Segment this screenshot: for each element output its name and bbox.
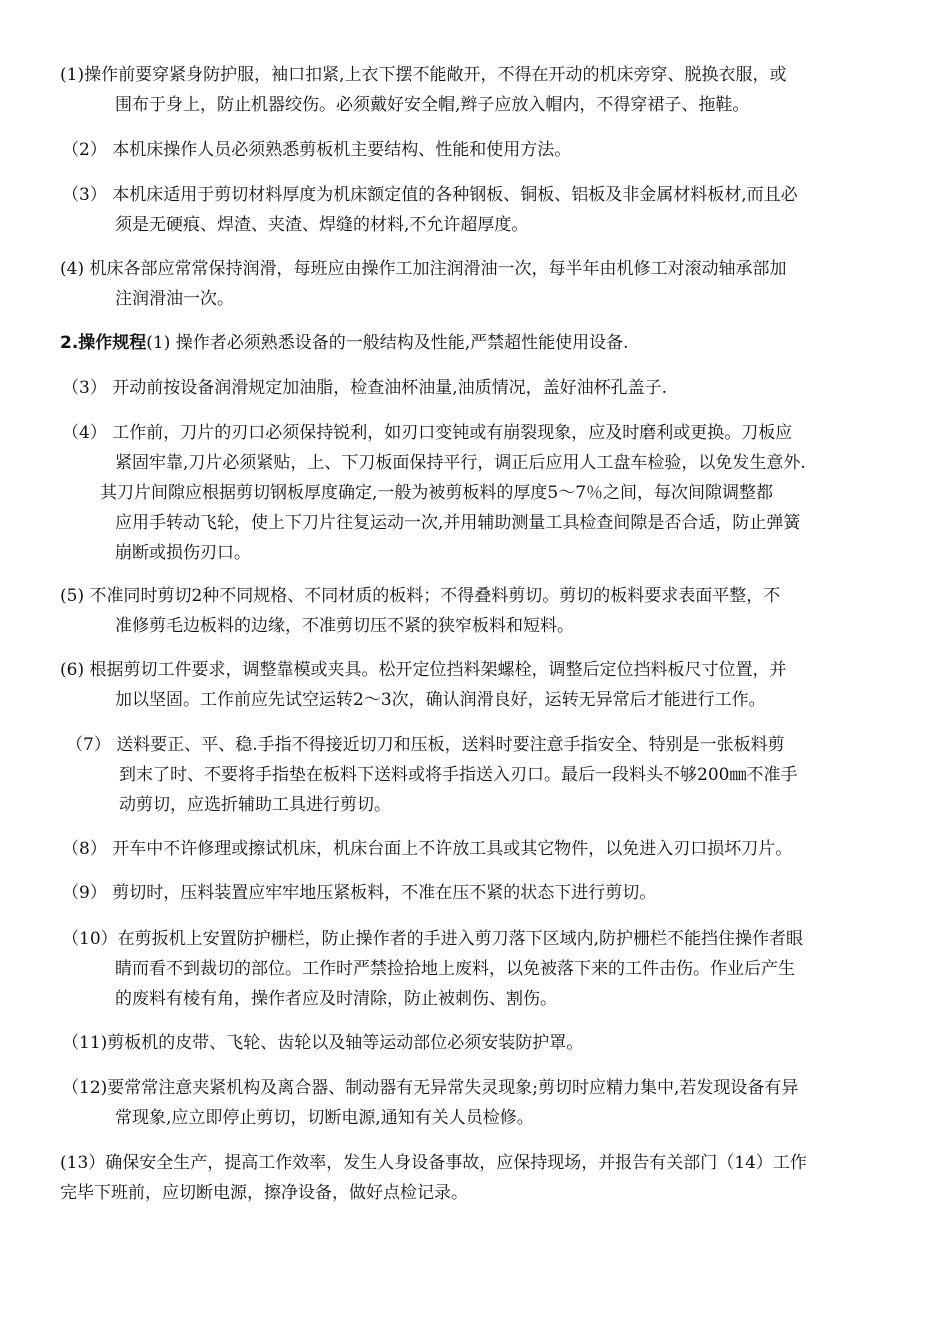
paragraph-1 bbox=[60, 60, 786, 120]
paragraph-3 bbox=[62, 180, 798, 240]
paragraph-14 bbox=[62, 1028, 583, 1058]
paragraph-line: 完毕下班前，应切断电源，擦净设备，做好点检记录。 bbox=[60, 1183, 468, 1203]
paragraph-line: (1)操作前要穿紧身防护服，袖口扣紧,上衣下摆不能敞开，不得在开动的机床旁穿、脱换衣服，或 bbox=[60, 65, 787, 85]
paragraph-2 bbox=[62, 135, 571, 165]
paragraph-line: （4） 工作前，刀片的刃口必须保持锐利，如刃口变钝或有崩裂现象，应及时磨利或更换。刀板应 bbox=[62, 423, 793, 443]
paragraph-line: 须是无硬痕、焊渣、夹渣、焊缝的材料,不允许超厚度。 bbox=[115, 215, 529, 235]
section-heading: 2.操作规程 bbox=[60, 333, 147, 353]
paragraph-line: (13）确保安全生产，提高工作效率，发生人身设备事故，应保持现场，并报告有关部门（14）工作 bbox=[60, 1153, 807, 1173]
paragraph-line: （8） 开车中不许修理或擦试机床，机床台面上不许放工具或其它物件，以免进入刃口损坏刀片。 bbox=[62, 839, 793, 859]
paragraph-11 bbox=[62, 834, 792, 864]
paragraph-8 bbox=[60, 581, 780, 641]
paragraph-line: （10）在剪扳机上安置防护栅栏，防止操作者的手进入剪刀落下区域内,防护栅栏不能挡住操作者眼 bbox=[62, 929, 804, 949]
paragraph-line: 到末了时、不要将手指垫在板料下送料或将手指送入刃口。最后一段料头不够200㎜不准手 bbox=[119, 765, 798, 785]
paragraph-line: 其刀片间隙应根据剪切钢板厚度确定,一般为被剪板料的厚度5～7％之间，每次间隙调整都 bbox=[100, 483, 774, 503]
paragraph-line: 常现象,应立即停止剪切，切断电源,通知有关人员检修。 bbox=[115, 1108, 534, 1128]
paragraph-line: 崩断或损伤刃口。 bbox=[115, 543, 251, 563]
paragraph-line: （11)剪板机的皮带、飞轮、齿轮以及轴等运动部位必须安装防护罩。 bbox=[62, 1033, 584, 1053]
paragraph-4 bbox=[60, 254, 786, 314]
paragraph-line: 的废料有棱有角，操作者应及时清除，防止被刺伤、割伤。 bbox=[115, 989, 557, 1009]
paragraph-line: 注润滑油一次。 bbox=[115, 289, 234, 309]
paragraph-7 bbox=[62, 418, 806, 568]
paragraph-12 bbox=[62, 878, 656, 908]
paragraph-15 bbox=[62, 1073, 798, 1133]
section-operating-rules bbox=[60, 328, 629, 358]
paragraph-line: （2） 本机床操作人员必须熟悉剪板机主要结构、性能和使用方法。 bbox=[62, 140, 572, 160]
paragraph-line: 准修剪毛边板料的边缘，不准剪切压不紧的狭窄板料和短料。 bbox=[115, 616, 574, 636]
paragraph-line: (5) 不准同时剪切2种不同规格、不同材质的板料；不得叠料剪切。剪切的板料要求表面平整，不 bbox=[60, 586, 781, 606]
paragraph-line: （7） 送料要正、平、稳.手指不得接近切刀和压板，送料时要注意手指安全、特别是一张板料剪 bbox=[66, 735, 785, 755]
paragraph-16 bbox=[60, 1148, 807, 1208]
paragraph-line: 紧固牢靠,刀片必须紧贴，上、下刀板面保持平行，调正后应用人工盘车检验，以免发生意外. bbox=[115, 453, 806, 473]
paragraph-line: (6) 根据剪切工件要求，调整靠模或夹具。松开定位挡料架螺栓，调整后定位挡料板尺寸位置，并 bbox=[60, 660, 787, 680]
paragraph-line: （3） 开动前按设备润滑规定加油脂，检查油杯油量,油质情况，盖好油杯孔盖子. bbox=[62, 378, 668, 398]
paragraph-10 bbox=[66, 730, 797, 820]
paragraph-9 bbox=[60, 655, 786, 715]
paragraph-line: (4) 机床各部应常常保持润滑，每班应由操作工加注润滑油一次，每半年由机修工对滚动轴承部加 bbox=[60, 259, 787, 279]
paragraph-line: 加以坚固。工作前应先试空运转2～3次，确认润滑良好，运转无异常后才能进行工作。 bbox=[115, 690, 766, 710]
paragraph-13 bbox=[62, 924, 803, 1014]
paragraph-line: （3） 本机床适用于剪切材料厚度为机床额定值的各种钢板、铜板、铝板及非金属材料板材,而且必 bbox=[62, 185, 798, 205]
paragraph-line: 应用手转动飞轮，使上下刀片往复运动一次,并用辅助测量工具检查间隙是否合适，防止弹簧 bbox=[115, 513, 801, 533]
paragraph-line: （9） 剪切时，压料装置应牢牢地压紧板料，不准在压不紧的状态下进行剪切。 bbox=[62, 883, 657, 903]
paragraph-line: （12)要常常注意夹紧机构及离合器、制动器有无异常失灵现象;剪切时应精力集中,若发现设备有异 bbox=[62, 1078, 799, 1098]
paragraph-line: 睛而看不到裁切的部位。工作时严禁捡拾地上废料，以免被落下来的工件击伤。作业后产生 bbox=[115, 959, 795, 979]
paragraph-line: (1) 操作者必须熟悉设备的一般结构及性能,严禁超性能使用设备. bbox=[146, 333, 629, 353]
paragraph-line: 动剪切，应选折辅助工具进行剪切。 bbox=[119, 795, 391, 815]
paragraph-line: 围布于身上，防止机器绞伤。必须戴好安全帽,辫子应放入帽内，不得穿裙子、拖鞋。 bbox=[115, 95, 750, 115]
paragraph-6 bbox=[62, 373, 667, 403]
